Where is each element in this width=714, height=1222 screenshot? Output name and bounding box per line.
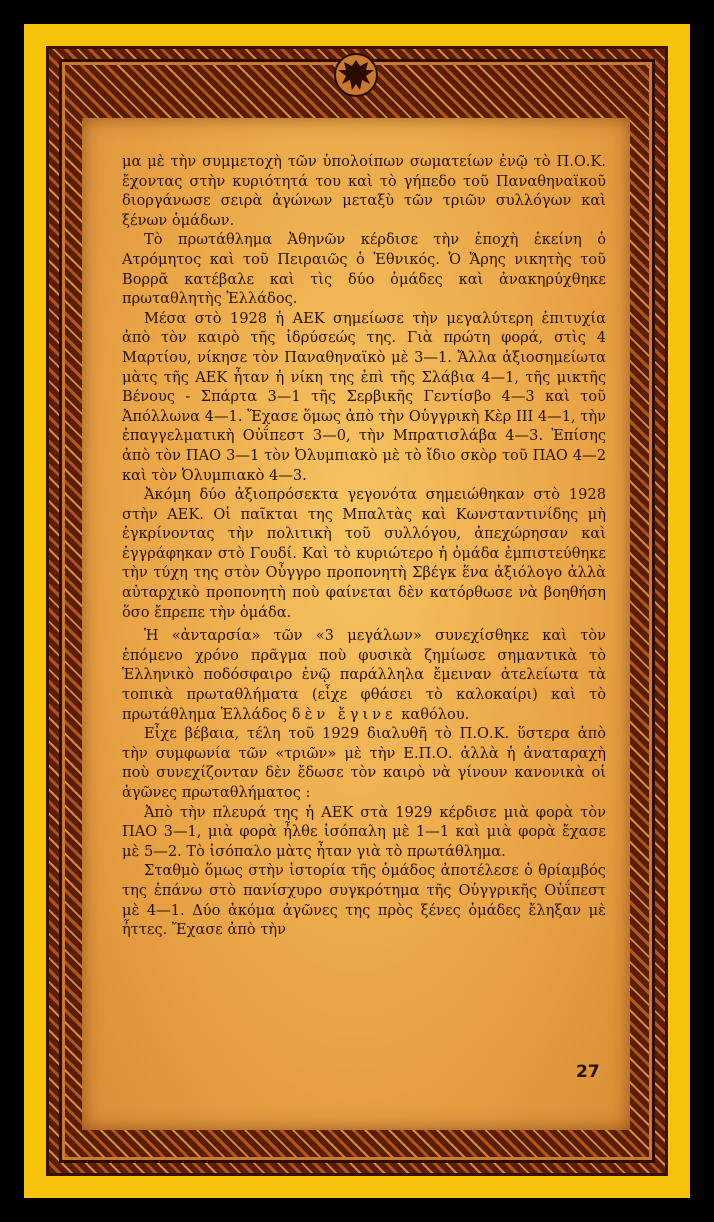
double-headed-eagle-icon	[328, 52, 384, 98]
page-number: 27	[576, 1062, 600, 1082]
paragraph	[122, 626, 606, 724]
paragraph: μα μὲ τὴν συμμετοχὴ τῶν ὑπολοίπων σωματείων ἐνῷ τὸ Π.Ο.Κ. ἔχοντας στὴν κυριότητά του καὶ τὸ γήπεδο τοῦ Παναθηναϊκοῦ διοργάνωσε σειρὰ ἀγώνων μεταξὺ τῶν τριῶν συλλόγων καὶ ξένων ὁμάδων.	[122, 153, 606, 229]
paragraph: Μέσα στὸ 1928 ἡ ΑΕΚ σημείωσε τὴν μεγαλύτερη ἐπιτυχία ἀπὸ τὸν καιρὸ τῆς ἱδρύσεώς της. Γιὰ πρώτη φορά, στὶς 4 Μαρτίου, νίκησε τὸν Παναθηναϊκὸ μὲ 3—1. Ἄλλα ἀξιοσημείωτα μὰτς τῆς ΑΕΚ ἦταν ἡ νίκη της ἐπὶ τῆς Σλάβια 4—1, τῆς μικτῆς Βένους - Σπάρτα 3—1 τῆς Σερβικῆς Γεντίσβο 4—3 καὶ τοῦ Ἀπόλλωνα 4—1. Ἔχασε ὅμως ἀπὸ τὴν Οὑγγρικὴ Κὲρ ΙΙΙ 4—1, τὴν ἐπαγγελματικὴ Οὐΐπεστ 3—0, τὴν Μπρατισλάβα 4—3. Ἐπίσης ἀπὸ τὸν ΠΑΟ 3—1 τὸν Ὀλυμπιακὸ μὲ τὸ ἴδιο σκὸρ τοῦ ΠΑΟ 4—2 καὶ τὸν Ὀλυμπιακὸ 4—3.	[122, 309, 606, 484]
paragraph: Εἶχε βέβαια, τέλη τοῦ 1929 διαλυθῆ τὸ Π.Ο.Κ. ὕστερα ἀπὸ τὴν συμφωνία τῶν «τριῶν» μὲ τὴν Ε.Π.Ο. ἀλλὰ ἡ ἀναταραχὴ ποὺ συνεχίζονταν δὲν ἔδωσε τὸν καιρὸ νὰ γίνουν κανονικὰ οἱ ἀγῶνες πρωταθλήματος :	[122, 725, 606, 801]
paragraph: Σταθμὸ ὅμως στὴν ἱστορία τῆς ὁμάδος ἀποτέλεσε ὁ θρίαμβός της ἐπάνω στὸ πανίσχυρο συγκρότημα τῆς Οὑγγρικῆς Οὐΐπεστ μὲ 4—1. Δύο ἀκόμα ἀγῶνες της πρὸς ξένες ὁμάδες ἔληξαν μὲ ἧττες. Ἔχασε ἀπὸ τὴν	[122, 862, 606, 939]
article-text	[122, 152, 606, 940]
paragraph: Ἀπὸ τὴν πλευρά της ἡ ΑΕΚ στὰ 1929 κέρδισε μιὰ φορὰ τὸν ΠΑΟ 3—1, μιὰ φορὰ ἦλθε ἰσόπαλη μὲ 1—1 καὶ μιὰ φορὰ ἔχασε μὲ 5—2. Τὸ ἰσόπαλο μὰτς ἦταν γιὰ τὸ πρωτάθλημα.	[122, 803, 606, 860]
paragraph: Ἀκόμη δύο ἀξιοπρόσεκτα γεγονότα σημειώθηκαν στὸ 1928 στὴν ΑΕΚ. Οἱ παῖκται της Μπαλτὰς καὶ Κωνσταντινίδης μὴ ἐγκρίνοντας τὴν πολιτικὴ τοῦ συλλόγου, ἀπεχώρησαν καὶ ἐγγράφηκαν στὸ Γουδί. Καὶ τὸ κυριώτερο ἡ ὁμάδα ἐμπιστεύθηκε τὴν τύχη της στὸν Οὗγγρο προπονητὴ Σβέγκ ἕνα ἀξιόλογο ἀλλὰ αὐταρχικὸ προπονητὴ ποὺ φαίνεται δὲν κατόρθωσε νὰ βοηθήση ὅσο ἔπρεπε τὴν ὁμάδα.	[122, 486, 606, 621]
paragraph-text: καθόλου.	[396, 705, 470, 723]
paragraph: Τὸ πρωτάθλημα Ἀθηνῶν κέρδισε τὴν ἐποχὴ ἐκείνη ὁ Ατρόμητος καὶ τοῦ Πειραιῶς ὁ Ἐθνικός. Ὁ Ἄρης νικητὴς τοῦ Βορρᾶ κατέβαλε καὶ τὶς δύο ὁμάδες καὶ ἀνακηρύχθηκε πρωταθλητὴς Ἑλλάδος.	[122, 231, 606, 308]
paragraph-text: Ἡ «ἀνταρσία» τῶν «3 μεγάλων» συνεχίσθηκε καὶ τὸν ἑπόμενο χρόνο πρᾶγμα ποὺ φυσικὰ ζημίωσε σημαντικὰ τὸ Ἑλληνικὸ ποδόσφαιρο ἐνῷ παράλληλα ἔμειναν ἀτελείωτα τὰ τοπικὰ πρωταθλήματα (εἶχε φθάσει τὸ καλοκαίρι) καὶ τὸ πρωτάθλημα Ἑλλάδος	[122, 627, 606, 723]
emphasis-text: δὲν ἔγινε	[291, 705, 397, 723]
